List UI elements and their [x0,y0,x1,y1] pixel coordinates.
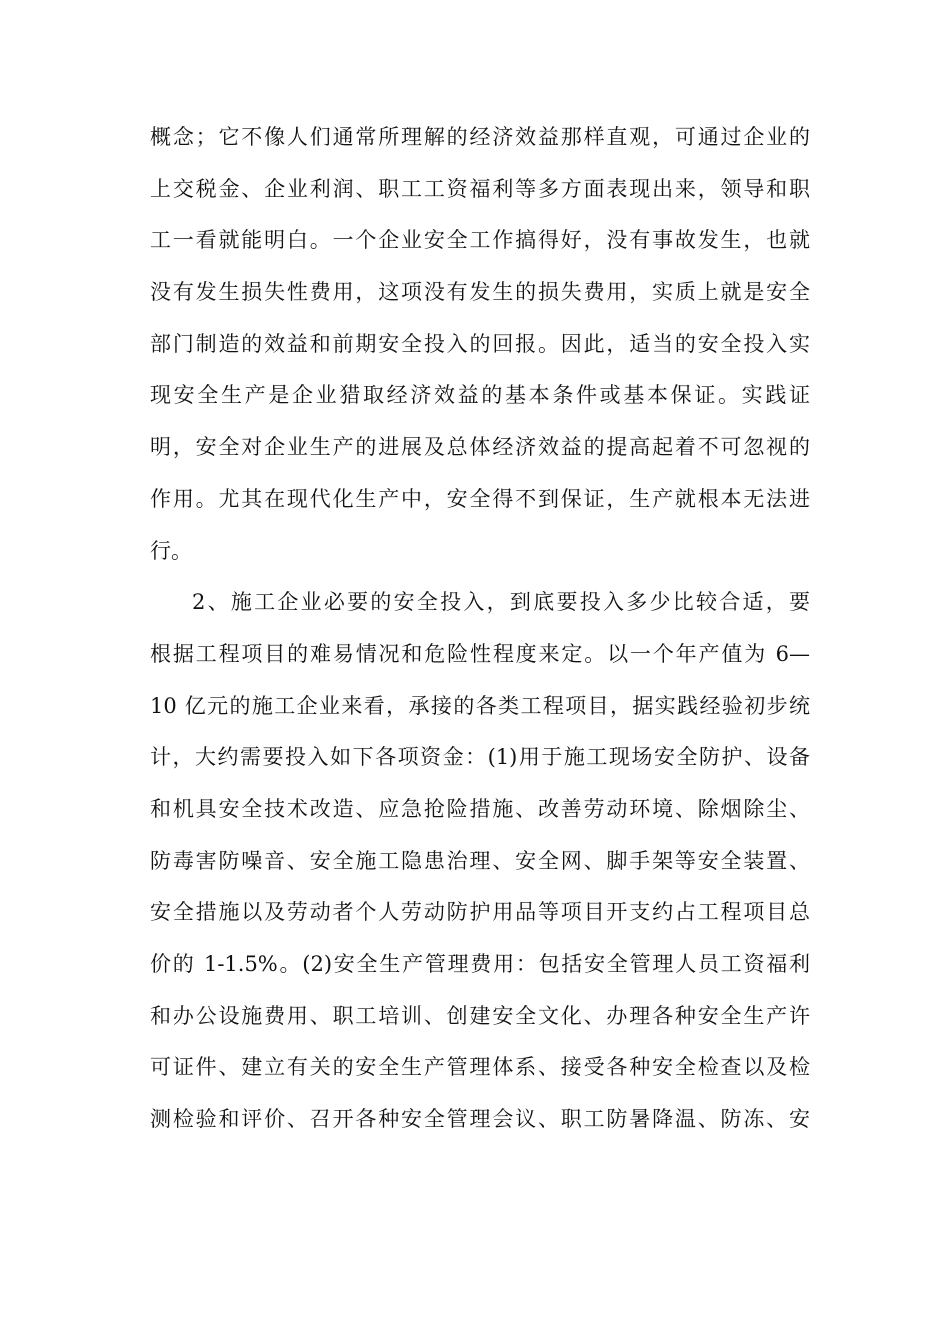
text-line: 概念；它不像人们通常所理解的经济效益那样直观，可通过企业的 [150,125,810,149]
text-line: 安全措施以及劳动者个人劳动防护用品等项目开支约占工程项目总 [150,900,810,925]
text-line: 测检验和评价、召开各种安全管理会议、职工防暑降温、防冻、安 [150,1107,810,1132]
text-line: 价的 1-1.5%。(2)安全生产管理费用：包括安全管理人员工资福利 [150,952,810,976]
text-line: 行。 [150,538,192,563]
text-line: 10 亿元的施工企业来看，承接的各类工程项目，据实践经验初步统 [150,693,810,718]
paragraph-1 [150,112,810,577]
text-line: 和办公设施费用、职工培训、创建安全文化、办理各种安全生产许 [150,1003,810,1028]
text-line: 没有发生损失性费用，这项没有发生的损失费用，实质上就是安全 [150,280,810,305]
paragraph-2 [150,577,810,1146]
text-line: 上交税金、企业利润、职工工资福利等多方面表现出来，领导和职 [150,176,810,201]
text-line: 部门制造的效益和前期安全投入的回报。因此，适当的安全投入实 [150,331,810,356]
text-line: 工一看就能明白。一个企业安全工作搞得好，没有事故发生，也就 [150,228,810,253]
text-line: 根据工程项目的难易情况和危险性程度来定。以一个年产值为 6— [150,641,810,666]
text-line: 可证件、建立有关的安全生产管理体系、接受各种安全检查以及检 [150,1055,810,1080]
text-line: 防毒害防噪音、安全施工隐患治理、安全网、脚手架等安全装置、 [150,848,810,873]
text-line: 作用。尤其在现代化生产中，安全得不到保证，生产就根本无法进 [150,486,810,511]
text-line: 2、施工企业必要的安全投入，到底要投入多少比较合适，要 [192,590,810,615]
text-line: 计，大约需要投入如下各项资金：(1)用于施工现场安全防护、设备 [150,745,810,770]
text-line: 和机具安全技术改造、应急抢险措施、改善劳动环境、除烟除尘、 [150,796,810,821]
body-text [150,112,810,1146]
text-line: 现安全生产是企业猎取经济效益的基本条件或基本保证。实践证 [150,383,810,408]
text-line: 明，安全对企业生产的进展及总体经济效益的提高起着不可忽视的 [150,435,810,460]
